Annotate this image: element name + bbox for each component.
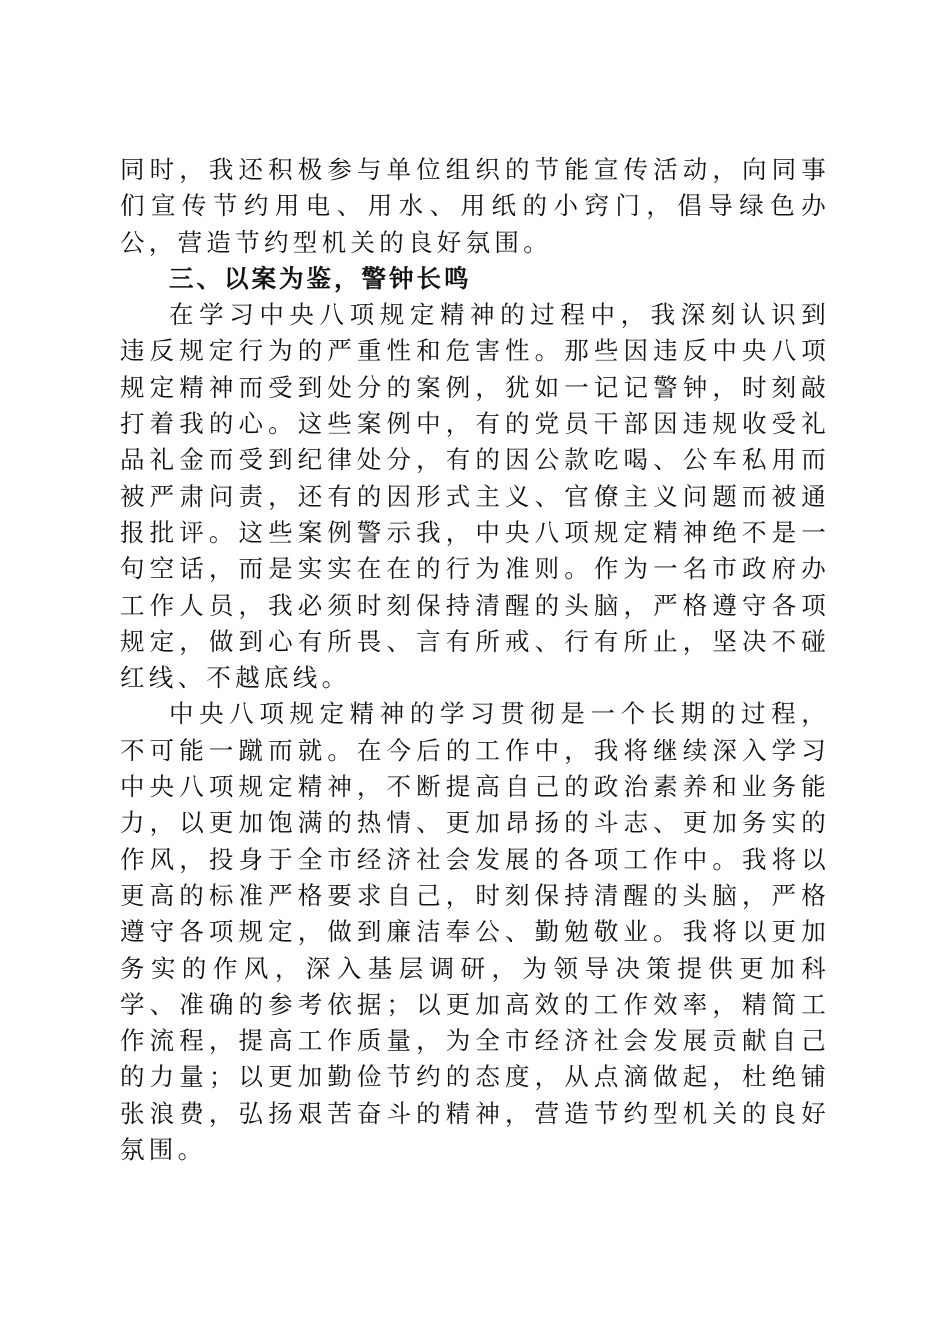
document-body xyxy=(120,152,830,1168)
paragraph-future-work: 中央八项规定精神的学习贯彻是一个长期的过程，不可能一蹴而就。在今后的工作中，我将继续深入学习中央八项规定精神，不断提高自己的政治素养和业务能力，以更加饱满的热情、更加昂扬的斗志、更加务实的作风，投身于全市经济社会发展的各项工作中。我将以更高的标准严格要求自己，时刻保持清醒的头脑，严格遵守各项规定，做到廉洁奉公、勤勉敬业。我将以更加务实的作风，深入基层调研，为领导决策提供更加科学、准确的参考依据；以更加高效的工作效率，精简工作流程，提高工作质量，为全市经济社会发展贡献自己的力量；以更加勤俭节约的态度，从点滴做起，杜绝铺张浪费，弘扬艰苦奋斗的精神，营造节约型机关的良好氛围。 xyxy=(120,699,830,1165)
section-heading: 三、以案为鉴，警钟长鸣 xyxy=(169,263,472,293)
paragraph-cases: 在学习中央八项规定精神的过程中，我深刻认识到违反规定行为的严重性和危害性。那些因违反中央八项规定精神而受到处分的案例，犹如一记记警钟，时刻敲打着我的心。这些案例中，有的党员干部因违规收受礼品礼金而受到纪律处分，有的因公款吃喝、公车私用而被严肃问责，还有的因形式主义、官僚主义问题而被通报批评。这些案例警示我，中央八项规定精神绝不是一句空话，而是实实在在的行为准则。作为一名市政府办工作人员，我必须时刻保持清醒的头脑，严格遵守各项规定，做到心有所畏、言有所戒、行有所止，坚决不碰红线、不越底线。 xyxy=(120,300,830,693)
paragraph-continued: 同时，我还积极参与单位组织的节能宣传活动，向同事们宣传节约用电、用水、用纸的小窍门，倡导绿色办公，营造节约型机关的良好氛围。 xyxy=(120,155,830,257)
